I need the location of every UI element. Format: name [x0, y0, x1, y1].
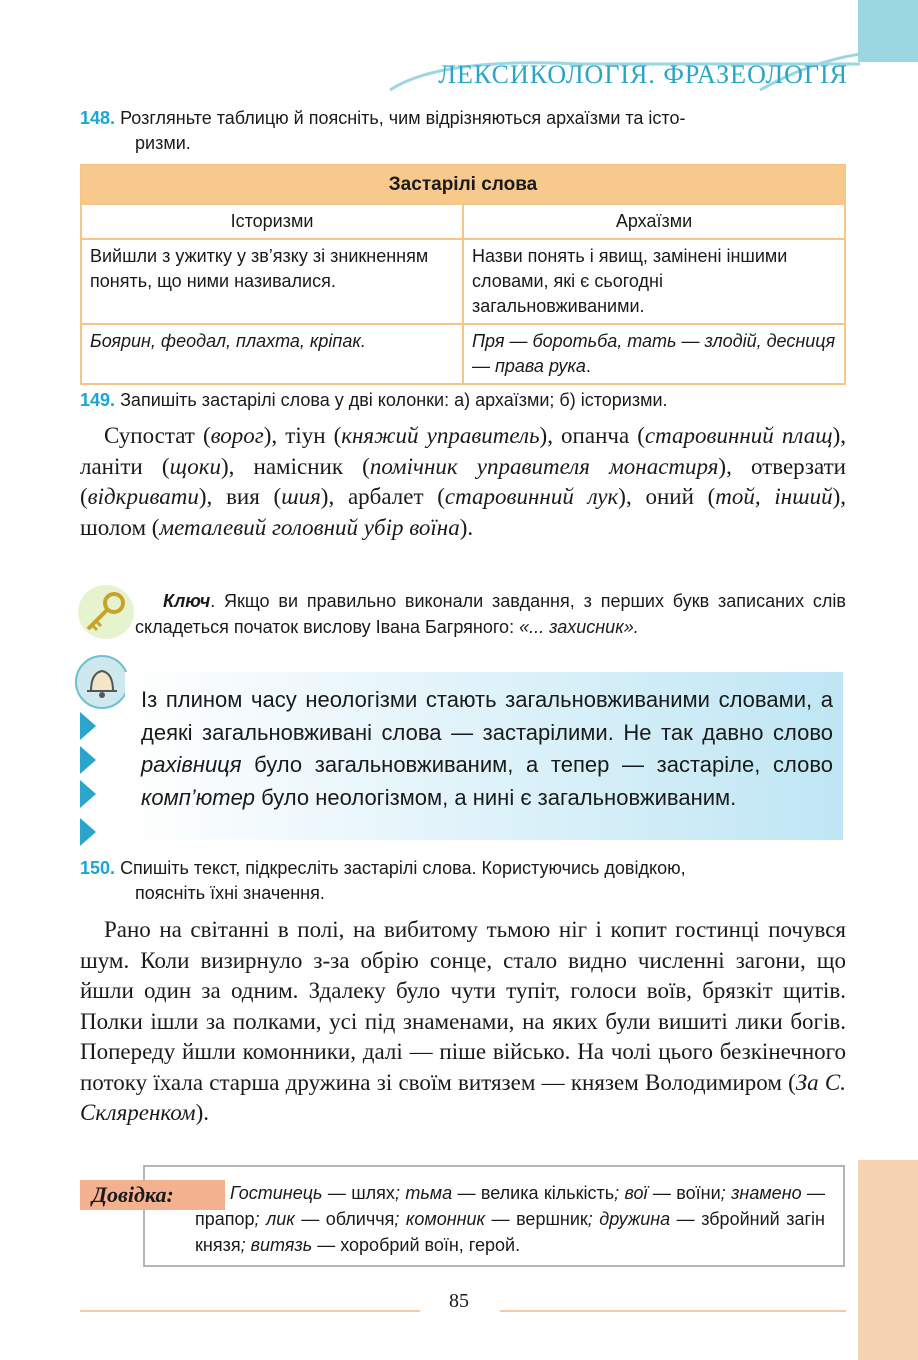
obsolete-word: намісник (	[253, 453, 370, 479]
task-number: 150.	[80, 858, 116, 878]
task-text: Спишіть текст, підкресліть застарілі слова. Користуючись довідкою,	[120, 858, 686, 878]
key-label: Ключ	[163, 591, 211, 611]
reference-definition: — прапор	[195, 1183, 825, 1229]
obsolete-word: тіун (	[285, 423, 342, 448]
reference-definition: — хоробрий воїн, герой.	[312, 1235, 521, 1255]
obsolete-word: опанча (	[561, 423, 645, 448]
punctuation: ),	[198, 484, 227, 509]
reference-definition: — велика кількість	[452, 1183, 615, 1203]
punctuation: ),	[832, 423, 846, 448]
rule-text	[141, 684, 833, 814]
key-quote: «... захисник».	[519, 617, 639, 637]
arrow-marker-icon	[80, 746, 96, 774]
arrow-marker-icon	[80, 712, 96, 740]
punctuation: ),	[263, 423, 286, 448]
page-number: 85	[449, 1290, 469, 1312]
punctuation: ),	[320, 484, 348, 509]
punctuation: ).	[459, 514, 474, 540]
task-number: 148.	[80, 108, 116, 128]
obsolete-word: Супостат (	[104, 423, 211, 448]
rule-part: було загальновживаним, а тепер — застаріле, слово	[241, 752, 833, 777]
separator: ;	[614, 1183, 625, 1203]
historisms-definition: Вийшли з ужитку у зв’язку зі зникненням понять, що ними називалися.	[81, 239, 463, 324]
word-meaning: той, інший	[715, 484, 833, 509]
word-meaning: старовинний лук	[444, 484, 619, 509]
task-text: Розгляньте таблицю й поясніть, чим відрізняються архаїзми та істо-	[120, 108, 686, 128]
arrow-marker-icon	[80, 818, 96, 846]
side-decoration	[858, 1160, 918, 1360]
separator: ;	[587, 1209, 600, 1229]
obsolete-word: шолом (	[80, 514, 160, 540]
word-meaning: старовинний плащ	[644, 423, 833, 448]
obsolete-word: оний (	[645, 484, 716, 509]
task-number: 149.	[80, 390, 116, 410]
archaisms-examples	[463, 324, 845, 384]
task-149	[80, 388, 846, 413]
reference-term: дружина	[599, 1209, 671, 1229]
passage-source: За С. Скляренком	[80, 1069, 847, 1125]
obsolete-word: ланіти (	[80, 453, 170, 479]
column-header-archaisms: Архаїзми	[463, 204, 845, 239]
obsolete-words-list	[80, 421, 846, 543]
separator: ;	[240, 1235, 251, 1255]
obsolete-words-table	[80, 164, 846, 385]
separator: ;	[720, 1183, 732, 1203]
table-title: Застарілі слова	[81, 165, 845, 204]
word-meaning: щоки	[169, 453, 221, 479]
task-text-cont: ризми.	[135, 133, 191, 153]
separator: ;	[254, 1209, 267, 1229]
period: .	[585, 356, 591, 376]
reference-term: комонник	[405, 1209, 486, 1229]
rule-example-word: рахівниця	[141, 752, 242, 777]
column-header-historisms: Історизми	[81, 204, 463, 239]
archaisms-examples-text: Пря — боротьба, тать — злодій, десниця — права рука	[472, 331, 836, 376]
punctuation: ),	[539, 423, 562, 448]
word-meaning: відкривати	[87, 484, 199, 509]
task-text-cont: поясніть їхні значення.	[135, 883, 325, 903]
reference-term: знамено	[731, 1183, 802, 1203]
reference-definition: — воїни	[647, 1183, 721, 1203]
passage-end: ).	[195, 1100, 210, 1125]
arrow-marker-icon	[80, 780, 96, 808]
reference-term: Гостинець	[230, 1183, 323, 1203]
rule-example-word: комп’ютер	[141, 784, 256, 810]
word-meaning: княжий управитель	[341, 423, 540, 448]
reference-label: Довідка:	[92, 1182, 174, 1207]
passage-text: Рано на світанні в полі, на вибитому тьмою ніг і копит гостинці почувся шум. Коли визирнуло з-за обрію сонце, стало видно численні загони, що йшли один за одним. Здалеку було чути тупіт, голоси воїв, брязкіт щитів. Полки ішли за полками, усі під знаменами, на яких були вишиті лики богів. Попереду йшли комонники, далі — піше військо. На чолі цього безкінечного потоку їхала старша дружина зі своїм витязем — князем Володимиром (	[80, 917, 846, 1095]
chapter-title: ЛЕКСИКОЛОГІЯ. ФРАЗЕОЛОГІЯ	[438, 60, 848, 89]
historisms-examples: Боярин, феодал, плахта, кріпак.	[81, 324, 463, 384]
punctuation: ),	[832, 484, 846, 509]
archaisms-definition: Назви понять і явищ, замінені іншими словами, які є сьогодні загальновживаними.	[463, 239, 845, 324]
rule-part: Із плином часу неологізми стають загальновживаними словами, а деякі загальновживані слова — застарілими. Не так давно слово	[141, 687, 833, 745]
key-icon	[78, 585, 134, 639]
reference-term: лик	[266, 1209, 295, 1229]
bell-icon	[75, 655, 129, 709]
word-meaning: металевий головний убір воїна	[159, 514, 460, 540]
task-150	[80, 856, 846, 906]
separator: ;	[394, 1209, 406, 1229]
obsolete-word: арбалет (	[347, 484, 445, 509]
punctuation: ),	[618, 484, 646, 509]
reference-text	[195, 1180, 825, 1258]
task-148	[80, 106, 846, 156]
word-meaning: шия	[281, 484, 321, 509]
obsolete-word: вия (	[226, 484, 282, 509]
reference-definition: — шлях	[322, 1183, 395, 1203]
reference-definition: — обличчя	[294, 1209, 395, 1229]
word-meaning: помічник управителя монастиря	[369, 453, 719, 479]
key-note	[135, 588, 846, 640]
reference-term: тьма	[405, 1183, 453, 1203]
separator: ;	[394, 1183, 406, 1203]
corner-tab-decoration	[858, 0, 918, 62]
punctuation: ),	[718, 453, 751, 479]
reference-definition: — вершник	[485, 1209, 588, 1229]
reference-term: витязь	[250, 1235, 313, 1255]
punctuation: ),	[220, 453, 254, 479]
obsolete-word: отверзати (	[80, 453, 846, 509]
key-text: . Якщо ви правильно виконали завдання, з перших букв записаних слів складеться початок вислову Івана Багряного:	[135, 591, 846, 637]
reference-term: вої	[624, 1183, 648, 1203]
reference-definition: — збройний загін князя	[195, 1209, 825, 1255]
rule-part: було неологізмом, а нині є загальновживаним.	[255, 784, 737, 810]
word-meaning: ворог	[210, 423, 264, 448]
task-text: Запишіть застарілі слова у дві колонки: а) архаїзми; б) історизми.	[120, 390, 668, 410]
passage	[80, 915, 846, 1129]
